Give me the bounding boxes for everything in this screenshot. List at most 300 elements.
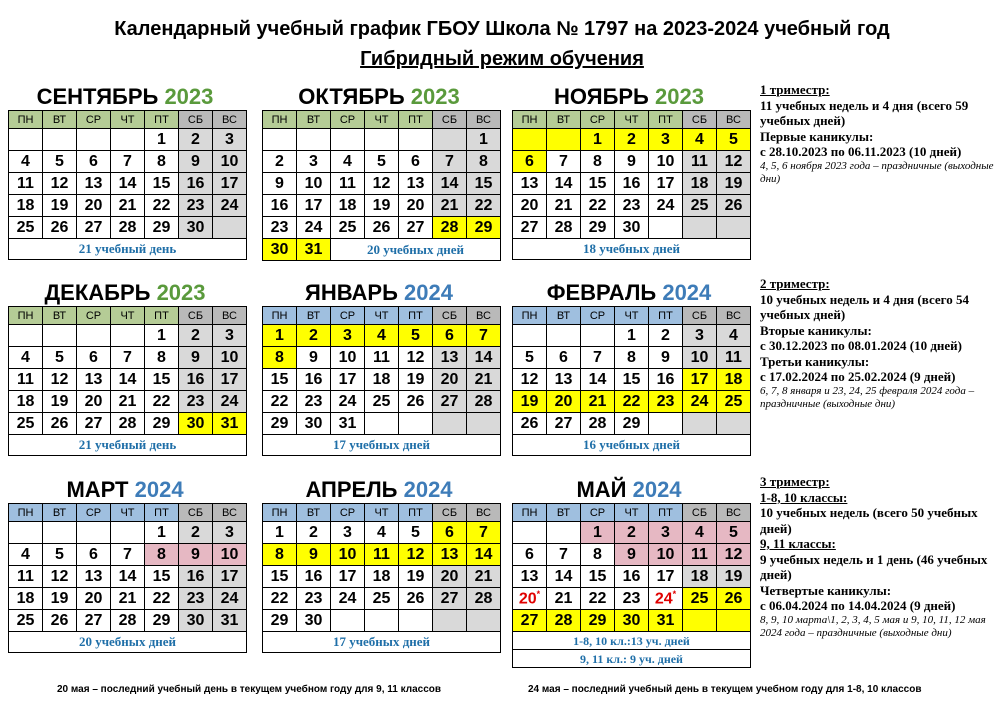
day-cell: 14 [467, 544, 501, 566]
day-cell: 3 [649, 129, 683, 151]
day-cell [77, 325, 111, 347]
weekday-header: СР [331, 307, 365, 325]
holidays-4-heading: Четвертые каникулы: [760, 582, 892, 598]
day-cell [433, 413, 467, 435]
day-cell: 1 [467, 129, 501, 151]
day-cell [9, 129, 43, 151]
day-cell: 9 [297, 544, 331, 566]
day-cell: 13 [77, 566, 111, 588]
day-cell: 27 [77, 217, 111, 239]
day-cell [9, 522, 43, 544]
day-cell [43, 325, 77, 347]
day-cell: 16 [179, 566, 213, 588]
month-table [512, 306, 751, 456]
day-cell [331, 129, 365, 151]
day-cell: 7 [111, 544, 145, 566]
weekday-header: СР [77, 111, 111, 129]
day-cell: 14 [467, 347, 501, 369]
weekday-header: ПТ [649, 307, 683, 325]
day-cell: 12 [399, 347, 433, 369]
day-cell: 19 [399, 566, 433, 588]
trimester-2-heading: 2 триместр: [760, 276, 830, 291]
day-cell: 10 [213, 347, 247, 369]
day-cell: 16 [297, 369, 331, 391]
day-cell: 29 [145, 413, 179, 435]
weekday-header: ЧТ [615, 504, 649, 522]
month-footer: 20 учебных дней [9, 632, 247, 653]
day-cell: 19 [717, 566, 751, 588]
weekday-header: ВС [467, 504, 501, 522]
day-cell: 20 [77, 588, 111, 610]
day-cell: 20 [77, 391, 111, 413]
day-cell: 6 [399, 151, 433, 173]
day-cell: 29 [581, 610, 615, 632]
day-cell: 11 [9, 566, 43, 588]
day-cell: 24 [331, 391, 365, 413]
weekday-header: ВТ [43, 307, 77, 325]
trimester-1-heading: 1 триместр: [760, 82, 830, 97]
day-cell: 12 [43, 173, 77, 195]
weekday-header: СР [331, 111, 365, 129]
day-cell: 29 [581, 217, 615, 239]
day-cell: 4 [365, 522, 399, 544]
day-cell: 8 [263, 347, 297, 369]
day-cell: 18 [717, 369, 751, 391]
holidays-3-heading: Третьи каникулы: [760, 353, 870, 369]
day-cell: 14 [581, 369, 615, 391]
day-cell: 28 [581, 413, 615, 435]
month-footer: 16 учебных дней [513, 435, 751, 456]
day-cell: 23 [179, 195, 213, 217]
weekday-header: СБ [433, 111, 467, 129]
day-cell: 9 [263, 173, 297, 195]
group-1-heading: 1-8, 10 классы: [760, 489, 848, 505]
day-cell: 5 [399, 522, 433, 544]
day-cell: 4 [9, 151, 43, 173]
day-cell: 20 [433, 369, 467, 391]
day-cell: 17 [297, 195, 331, 217]
month-table [262, 306, 501, 456]
day-cell: 15 [581, 566, 615, 588]
day-cell [467, 413, 501, 435]
day-cell: 28 [467, 391, 501, 413]
day-cell: 13 [513, 566, 547, 588]
weekday-header: ВТ [43, 504, 77, 522]
day-cell: 12 [717, 151, 751, 173]
weekday-header: ЧТ [615, 111, 649, 129]
month-title [262, 280, 496, 306]
weekday-header: ЧТ [365, 504, 399, 522]
day-cell: 23 [615, 588, 649, 610]
day-cell [111, 325, 145, 347]
weekday-header: ЧТ [111, 111, 145, 129]
day-cell [43, 522, 77, 544]
day-cell: 5 [717, 522, 751, 544]
weekday-header: ВС [213, 111, 247, 129]
day-cell: 28 [111, 217, 145, 239]
day-cell: 21 [581, 391, 615, 413]
weekday-header: ВТ [547, 307, 581, 325]
day-cell: 28 [547, 217, 581, 239]
weekday-header: ПН [9, 504, 43, 522]
weekday-header: ПТ [399, 111, 433, 129]
weekday-header: ПН [513, 504, 547, 522]
day-cell: 13 [77, 369, 111, 391]
weekday-header: ПТ [145, 111, 179, 129]
day-cell: 26 [43, 217, 77, 239]
day-cell: 10 [683, 347, 717, 369]
weekday-header: ЧТ [111, 504, 145, 522]
day-cell: 15 [615, 369, 649, 391]
day-cell [297, 129, 331, 151]
day-cell: 8 [145, 151, 179, 173]
month-footer: 21 учебный день [9, 435, 247, 456]
day-cell [513, 325, 547, 347]
day-cell: 15 [581, 173, 615, 195]
month-name: АПРЕЛЬ [305, 477, 398, 502]
day-cell: 27 [547, 413, 581, 435]
day-cell: 6 [513, 151, 547, 173]
month-footer: 1-8, 10 кл.:13 уч. дней [513, 632, 751, 650]
weekday-header: ВС [467, 111, 501, 129]
day-cell: 18 [365, 369, 399, 391]
day-cell: 24 [331, 588, 365, 610]
day-cell [263, 129, 297, 151]
day-cell: 9 [649, 347, 683, 369]
day-cell: 28 [547, 610, 581, 632]
month-year: 2023 [164, 84, 214, 109]
weekday-header: ПТ [649, 111, 683, 129]
day-cell: 17 [649, 173, 683, 195]
day-cell: 2 [179, 325, 213, 347]
weekday-header: ПН [263, 111, 297, 129]
day-cell: 16 [615, 173, 649, 195]
day-cell [399, 413, 433, 435]
day-cell: 26 [717, 195, 751, 217]
day-cell: 23 [649, 391, 683, 413]
month-table [262, 110, 501, 261]
day-cell: 27 [77, 413, 111, 435]
day-cell: 22 [467, 195, 501, 217]
day-cell: 24 [213, 588, 247, 610]
day-cell: 16 [263, 195, 297, 217]
weekday-header: ПТ [145, 307, 179, 325]
weekday-header: СР [331, 504, 365, 522]
day-cell: 25 [9, 217, 43, 239]
day-cell: 1 [145, 522, 179, 544]
weekday-header: ВТ [297, 307, 331, 325]
day-cell: 1 [615, 325, 649, 347]
trimester-3-info [760, 474, 1000, 640]
day-cell [365, 610, 399, 632]
day-cell: 2 [263, 151, 297, 173]
day-cell: 17 [331, 369, 365, 391]
month-table [8, 110, 247, 260]
day-cell [581, 325, 615, 347]
day-cell: 19 [717, 173, 751, 195]
day-cell: 2 [179, 522, 213, 544]
weekday-header: ПТ [145, 504, 179, 522]
day-cell [513, 129, 547, 151]
day-cell: 22 [581, 195, 615, 217]
month-footer: 17 учебных дней [263, 632, 501, 653]
day-cell: 8 [145, 347, 179, 369]
day-cell: 5 [43, 544, 77, 566]
day-cell: 26 [43, 610, 77, 632]
day-cell: 21 [547, 588, 581, 610]
day-cell [513, 522, 547, 544]
day-cell: 4 [9, 544, 43, 566]
day-cell: 4 [683, 522, 717, 544]
trimester-2-info [760, 276, 1000, 411]
day-cell: 6 [77, 151, 111, 173]
month-year: 2024 [403, 477, 453, 502]
day-cell [649, 413, 683, 435]
day-cell: 11 [331, 173, 365, 195]
day-cell: 18 [9, 588, 43, 610]
day-cell: 13 [547, 369, 581, 391]
day-cell [683, 217, 717, 239]
day-cell: 11 [683, 151, 717, 173]
day-cell: 13 [513, 173, 547, 195]
day-cell [77, 522, 111, 544]
day-cell [717, 610, 751, 632]
day-cell: 12 [513, 369, 547, 391]
month-year: 2024 [662, 280, 712, 305]
day-cell: 31 [331, 413, 365, 435]
day-cell: 9 [297, 347, 331, 369]
day-cell: 25 [683, 588, 717, 610]
day-cell [433, 610, 467, 632]
day-cell [213, 217, 247, 239]
day-cell: 30 [263, 239, 297, 261]
day-cell: 9 [179, 544, 213, 566]
day-cell: 16 [297, 566, 331, 588]
day-cell: 21 [467, 369, 501, 391]
day-cell: 21 [111, 391, 145, 413]
month-year: 2024 [404, 280, 453, 305]
day-cell: 18 [683, 566, 717, 588]
weekday-header: ВТ [547, 504, 581, 522]
day-cell: 5 [43, 347, 77, 369]
month-table [262, 503, 501, 653]
month-year: 2023 [655, 84, 704, 109]
day-cell: 24* [649, 588, 683, 610]
month-2 [512, 84, 746, 260]
day-cell [467, 610, 501, 632]
month-title [8, 84, 242, 110]
day-cell: 17 [683, 369, 717, 391]
day-cell: 25 [365, 588, 399, 610]
day-cell: 31 [649, 610, 683, 632]
day-cell: 28 [433, 217, 467, 239]
weekday-header: ВС [717, 307, 751, 325]
day-cell: 16 [179, 173, 213, 195]
day-cell: 14 [433, 173, 467, 195]
day-cell: 11 [717, 347, 751, 369]
day-cell [683, 413, 717, 435]
day-cell: 7 [433, 151, 467, 173]
day-cell: 16 [615, 566, 649, 588]
day-cell: 31 [213, 610, 247, 632]
weekday-header: ПН [513, 111, 547, 129]
day-cell: 11 [683, 544, 717, 566]
month-title [262, 84, 496, 110]
day-cell: 17 [649, 566, 683, 588]
day-cell: 7 [111, 347, 145, 369]
group-1-weeks: 10 учебных недель (всего 50 учебных дней) [760, 505, 978, 536]
day-cell [9, 325, 43, 347]
month-year: 2023 [410, 84, 460, 109]
weekday-header: ВС [213, 307, 247, 325]
month-name: МАРТ [66, 477, 129, 502]
holidays-2-heading: Вторые каникулы: [760, 322, 872, 338]
day-cell: 26 [399, 588, 433, 610]
weekday-header: ПТ [399, 504, 433, 522]
day-cell [399, 610, 433, 632]
day-cell: 30 [179, 413, 213, 435]
day-cell: 12 [717, 544, 751, 566]
day-cell: 23 [297, 391, 331, 413]
month-table [512, 503, 751, 668]
day-cell: 5 [399, 325, 433, 347]
holidays-1-dates: с 28.10.2023 по 06.11.2023 (10 дней) [760, 144, 962, 159]
month-footer: 17 учебных дней [263, 435, 501, 456]
footnote-last-day-9-11: 20 мая – последний учебный день в текущем учебном году для 9, 11 классов [57, 684, 442, 695]
day-cell: 29 [263, 413, 297, 435]
weekday-header: СБ [433, 307, 467, 325]
day-cell: 12 [43, 369, 77, 391]
day-cell: 1 [145, 129, 179, 151]
day-cell: 8 [581, 544, 615, 566]
day-cell: 27 [399, 217, 433, 239]
day-cell: 17 [213, 566, 247, 588]
day-cell: 19 [399, 369, 433, 391]
holidays-3-dates: с 17.02.2024 по 25.02.2024 (9 дней) [760, 369, 956, 384]
day-cell: 13 [433, 544, 467, 566]
day-cell: 18 [9, 195, 43, 217]
month-name: НОЯБРЬ [554, 84, 649, 109]
weekday-header: СР [581, 111, 615, 129]
day-cell [399, 129, 433, 151]
month-footer: 20 учебных дней [331, 239, 501, 261]
day-cell: 14 [111, 369, 145, 391]
day-cell: 25 [9, 413, 43, 435]
day-cell: 15 [145, 173, 179, 195]
trimester-2-weeks: 10 учебных недель и 4 дня (всего 54 учебных дней) [760, 291, 969, 322]
month-0 [8, 84, 242, 260]
day-cell: 6 [433, 325, 467, 347]
day-cell: 16 [649, 369, 683, 391]
day-cell: 22 [145, 195, 179, 217]
day-cell: 12 [365, 173, 399, 195]
day-cell: 15 [263, 369, 297, 391]
trimester-3-heading: 3 триместр: [760, 474, 830, 489]
day-cell: 10 [649, 544, 683, 566]
day-cell [547, 129, 581, 151]
month-table [8, 306, 247, 456]
day-cell: 2 [615, 129, 649, 151]
day-cell: 11 [9, 369, 43, 391]
holidays-2-note: 6, 7, 8 января и 23, 24, 25 февраля 2024 года – праздничные (выходные дни) [760, 384, 975, 410]
day-cell [433, 129, 467, 151]
day-cell [717, 413, 751, 435]
day-cell: 20 [513, 195, 547, 217]
month-year: 2024 [134, 477, 184, 502]
day-cell: 7 [111, 151, 145, 173]
day-cell: 10 [331, 347, 365, 369]
day-cell: 17 [331, 566, 365, 588]
day-cell: 3 [331, 522, 365, 544]
day-cell: 18 [9, 391, 43, 413]
day-cell: 23 [263, 217, 297, 239]
group-2-weeks: 9 учебных недель и 1 день (46 учебных дней) [760, 551, 988, 582]
day-cell [547, 325, 581, 347]
day-cell: 11 [9, 173, 43, 195]
weekday-header: СБ [179, 504, 213, 522]
trimester-1-weeks: 11 учебных недель и 4 дня (всего 59 учебных дней) [760, 97, 969, 128]
day-cell: 27 [77, 610, 111, 632]
footnote-last-day-1-8-10: 24 мая – последний учебный день в текущем учебном году для 1-8, 10 классов [528, 684, 922, 695]
day-cell: 29 [145, 217, 179, 239]
day-cell: 8 [581, 151, 615, 173]
weekday-header: СБ [683, 111, 717, 129]
weekday-header: СБ [179, 307, 213, 325]
month-8 [512, 477, 746, 668]
holidays-2-dates: с 30.12.2023 по 08.01.2024 (10 дней) [760, 338, 962, 353]
day-cell: 18 [331, 195, 365, 217]
day-cell: 19 [43, 195, 77, 217]
day-cell: 21 [111, 195, 145, 217]
weekday-header: ВС [717, 111, 751, 129]
day-cell: 30 [179, 217, 213, 239]
day-cell: 11 [365, 544, 399, 566]
day-cell: 9 [179, 347, 213, 369]
weekday-header: ЧТ [111, 307, 145, 325]
day-cell: 19 [365, 195, 399, 217]
weekday-header: ПН [263, 504, 297, 522]
day-cell: 4 [365, 325, 399, 347]
day-cell: 21 [467, 566, 501, 588]
day-cell: 27 [433, 588, 467, 610]
day-cell [365, 129, 399, 151]
day-cell: 5 [43, 151, 77, 173]
day-cell: 30 [615, 217, 649, 239]
day-cell: 12 [43, 566, 77, 588]
day-cell: 23 [297, 588, 331, 610]
day-cell: 17 [213, 173, 247, 195]
day-cell: 20* [513, 588, 547, 610]
day-cell: 26 [399, 391, 433, 413]
day-cell: 3 [213, 129, 247, 151]
day-cell: 21 [111, 588, 145, 610]
weekday-header: СБ [683, 504, 717, 522]
day-cell [365, 413, 399, 435]
month-name: ОКТЯБРЬ [298, 84, 405, 109]
weekday-header: СР [581, 307, 615, 325]
day-cell: 29 [467, 217, 501, 239]
day-cell: 27 [513, 610, 547, 632]
day-cell: 23 [179, 391, 213, 413]
day-cell: 26 [43, 413, 77, 435]
day-cell: 19 [43, 391, 77, 413]
day-cell: 7 [467, 522, 501, 544]
day-cell: 24 [683, 391, 717, 413]
day-cell: 1 [263, 325, 297, 347]
day-cell: 19 [43, 588, 77, 610]
weekday-header: ВТ [43, 111, 77, 129]
day-cell: 2 [179, 129, 213, 151]
